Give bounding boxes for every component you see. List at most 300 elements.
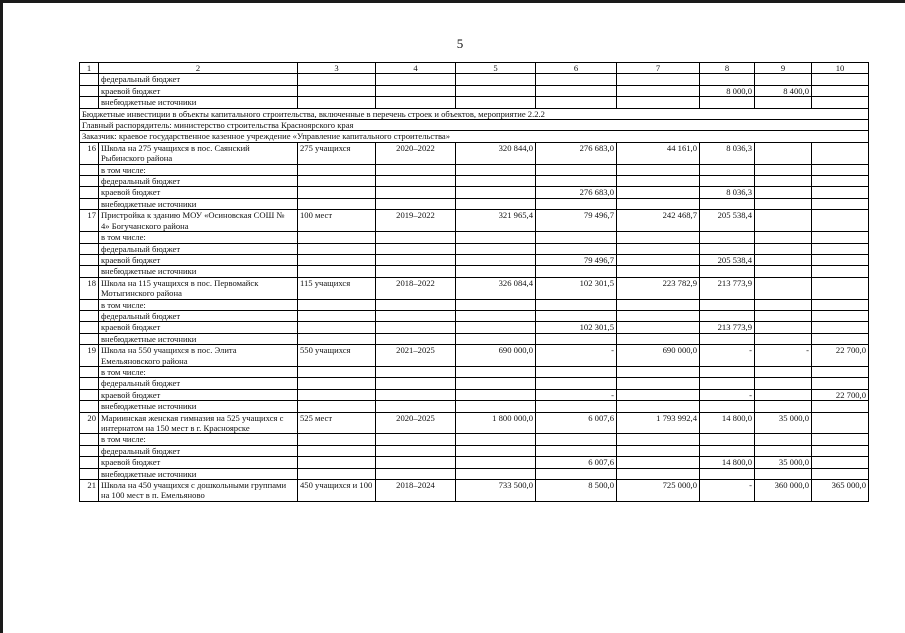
section-row [80,120,869,131]
table-cell [80,164,99,175]
table-cell [617,389,700,400]
table-cell [617,266,700,277]
table-cell [700,299,755,310]
table-cell: в том числе: [99,232,298,243]
table-cell: 35 000,0 [755,412,812,434]
table-cell [298,310,376,321]
table-cell [376,401,456,412]
table-cell [456,445,536,456]
table-cell [298,164,376,175]
table-row [80,210,869,232]
table-cell [812,412,869,434]
column-header: 9 [755,63,812,74]
table-cell: - [700,389,755,400]
table-cell [456,389,536,400]
table-cell [617,254,700,265]
column-header: 8 [700,63,755,74]
section-text: Главный распорядитель: министерство строительства Красноярского края [80,120,869,131]
table-cell: федеральный бюджет [99,243,298,254]
table-cell [298,254,376,265]
table-cell [456,333,536,344]
table-cell: Школа на 450 учащихся с дошкольными группами на 100 мест в п. Емельяново [99,480,298,502]
table-cell [617,299,700,310]
table-cell: 21 [80,480,99,502]
table-cell: 733 500,0 [456,480,536,502]
table-cell [80,445,99,456]
table-cell [376,85,456,96]
table-cell [536,74,617,85]
table-cell [812,445,869,456]
table-cell [755,176,812,187]
table-cell [536,198,617,209]
table-cell: 8 000,0 [700,85,755,96]
table-cell [700,97,755,108]
table-cell: Школа на 115 учащихся в пос. Первомайск Мотыгинского района [99,277,298,299]
table-cell: в том числе: [99,366,298,377]
table-cell [376,176,456,187]
table-cell [700,366,755,377]
table-cell [755,322,812,333]
table-cell [456,310,536,321]
table-cell [536,232,617,243]
table-cell: краевой бюджет [99,254,298,265]
table-cell: 1 793 992,4 [617,412,700,434]
table-cell: внебюджетные источники [99,333,298,344]
table-cell [755,445,812,456]
table-cell [456,299,536,310]
table-cell [700,434,755,445]
table-cell [812,299,869,310]
table-cell: Школа на 275 учащихся в пос. Саянский Рыбинского района [99,142,298,164]
table-row [80,333,869,344]
table-cell: 450 учащихся и 100 [298,480,376,502]
table-cell: 275 учащихся [298,142,376,164]
table-cell: - [700,480,755,502]
scan-border-top [0,0,905,3]
table-cell [700,232,755,243]
table-cell [617,232,700,243]
table-row [80,266,869,277]
table-cell [376,310,456,321]
table-cell: 321 965,4 [456,210,536,232]
table-cell [536,468,617,479]
table-row [80,322,869,333]
column-header: 3 [298,63,376,74]
table-cell [298,457,376,468]
table-cell [456,85,536,96]
table-cell: - [536,345,617,367]
table-cell [298,322,376,333]
table-cell [812,210,869,232]
table-cell [456,164,536,175]
table-cell: 20 [80,412,99,434]
table-cell: 276 683,0 [536,187,617,198]
table-cell [755,299,812,310]
table-cell [456,378,536,389]
table-cell [812,401,869,412]
table-cell [376,164,456,175]
table-cell [298,243,376,254]
table-cell: 690 000,0 [456,345,536,367]
table-cell [376,389,456,400]
table-cell: 213 773,9 [700,322,755,333]
table-cell [755,210,812,232]
table-row [80,198,869,209]
table-cell [812,333,869,344]
table-cell [617,97,700,108]
table-cell: 14 800,0 [700,412,755,434]
table-cell [617,445,700,456]
table-cell [755,366,812,377]
table-cell [700,310,755,321]
table-cell [80,333,99,344]
table-cell: 100 мест [298,210,376,232]
table-cell [298,378,376,389]
table-cell [376,457,456,468]
table-cell [298,266,376,277]
table-cell [617,468,700,479]
table-cell: 320 844,0 [456,142,536,164]
table-cell [80,310,99,321]
table-cell [376,333,456,344]
table-cell: 2018–2022 [376,277,456,299]
table-cell [812,310,869,321]
column-header: 4 [376,63,456,74]
table-cell: 6 007,6 [536,412,617,434]
table-cell: 19 [80,345,99,367]
table-cell [80,187,99,198]
table-cell [456,254,536,265]
table-row [80,97,869,108]
table-cell [298,401,376,412]
table-cell [617,322,700,333]
table-cell [617,85,700,96]
table-cell [755,277,812,299]
table-cell [617,176,700,187]
table-cell: 8 036,3 [700,187,755,198]
table-cell [536,310,617,321]
table-row [80,401,869,412]
table-cell [298,74,376,85]
table-row [80,457,869,468]
table-cell [456,74,536,85]
table-cell [80,243,99,254]
table-cell [80,232,99,243]
table-cell: 205 538,4 [700,254,755,265]
table-cell [755,266,812,277]
table-cell [617,310,700,321]
table-cell [700,445,755,456]
table-cell [812,232,869,243]
table-cell [617,366,700,377]
table-cell [80,85,99,96]
table-cell [456,97,536,108]
table-cell [755,232,812,243]
table-cell [536,366,617,377]
table-cell [298,468,376,479]
table-cell [80,434,99,445]
table-cell [376,266,456,277]
table-cell [812,164,869,175]
table-cell: 79 496,7 [536,254,617,265]
table-cell [617,74,700,85]
table-cell [700,333,755,344]
table-cell [80,97,99,108]
table-cell [456,243,536,254]
table-cell: 6 007,6 [536,457,617,468]
table-row [80,232,869,243]
table-cell [298,97,376,108]
table-cell [812,378,869,389]
table-cell [376,378,456,389]
table-row [80,142,869,164]
table-row [80,74,869,85]
table-cell [700,468,755,479]
table-cell [755,142,812,164]
table-cell [700,378,755,389]
table-cell [700,74,755,85]
table-row [80,468,869,479]
table-cell: 205 538,4 [700,210,755,232]
table-cell [80,366,99,377]
table-cell [298,85,376,96]
table-cell: федеральный бюджет [99,445,298,456]
table-cell [536,378,617,389]
table-cell [298,389,376,400]
table-cell: 17 [80,210,99,232]
table-cell [755,389,812,400]
table-cell: Школа на 550 учащихся в пос. Элита Емельяновского района [99,345,298,367]
table-cell [536,434,617,445]
table-cell [617,164,700,175]
table-cell [812,74,869,85]
table-cell [80,389,99,400]
table-cell: Пристройка к зданию МОУ «Осиновская СОШ № 4» Богучанского района [99,210,298,232]
table-cell: 14 800,0 [700,457,755,468]
table-cell [536,85,617,96]
table-cell [456,266,536,277]
table-cell [755,74,812,85]
table-cell [376,74,456,85]
table-cell [456,468,536,479]
table-cell: 2018–2024 [376,480,456,502]
table-cell [812,97,869,108]
table-cell [456,232,536,243]
table-cell: 79 496,7 [536,210,617,232]
table-cell: федеральный бюджет [99,176,298,187]
table-cell [80,468,99,479]
table-cell: 242 468,7 [617,210,700,232]
section-row [80,131,869,142]
table-cell: внебюджетные источники [99,401,298,412]
table-cell: 2019–2022 [376,210,456,232]
page-number: 5 [456,36,464,51]
table-cell: 360 000,0 [755,480,812,502]
table-row [80,345,869,367]
table-cell [812,468,869,479]
table-cell [376,468,456,479]
table-cell [80,401,99,412]
table-cell [617,333,700,344]
table-cell: внебюджетные источники [99,97,298,108]
table-cell [812,187,869,198]
table-cell: внебюджетные источники [99,266,298,277]
table-cell [755,333,812,344]
table-cell: 725 000,0 [617,480,700,502]
table-row [80,366,869,377]
table-cell [456,457,536,468]
table-cell: 1 800 000,0 [456,412,536,434]
table-cell [700,266,755,277]
table-cell: краевой бюджет [99,322,298,333]
table-cell: 2021–2025 [376,345,456,367]
table-cell [812,85,869,96]
table-cell: - [536,389,617,400]
table-cell: 115 учащихся [298,277,376,299]
table-cell [812,254,869,265]
table-cell [536,266,617,277]
column-header: 5 [456,63,536,74]
table-cell: 213 773,9 [700,277,755,299]
table-cell [298,176,376,187]
table-row [80,176,869,187]
table-cell [812,322,869,333]
table-cell [376,232,456,243]
table-row [80,445,869,456]
table-cell [80,457,99,468]
table-row [80,277,869,299]
table-cell: 102 301,5 [536,322,617,333]
table-row [80,434,869,445]
table-cell [376,198,456,209]
table-cell [80,378,99,389]
table-cell: 8 036,3 [700,142,755,164]
table-cell [456,198,536,209]
table-cell [376,434,456,445]
table-cell [376,97,456,108]
table-cell [755,468,812,479]
table-cell [617,198,700,209]
table-cell: 550 учащихся [298,345,376,367]
column-header: 6 [536,63,617,74]
table-cell: 22 700,0 [812,389,869,400]
table-row [80,412,869,434]
table-cell [812,243,869,254]
table-cell: в том числе: [99,434,298,445]
table-cell [298,434,376,445]
table-cell [755,243,812,254]
table-cell: 365 000,0 [812,480,869,502]
table-row [80,243,869,254]
table-cell [536,401,617,412]
table-cell [80,322,99,333]
table-cell [755,187,812,198]
table-header-row [80,63,869,74]
table-cell [80,299,99,310]
table-cell [80,176,99,187]
table-cell [755,164,812,175]
table-row [80,187,869,198]
table-cell: 16 [80,142,99,164]
table-row [80,378,869,389]
table-cell: федеральный бюджет [99,74,298,85]
table-cell: краевой бюджет [99,85,298,96]
table-cell: 690 000,0 [617,345,700,367]
table-cell: 102 301,5 [536,277,617,299]
table-cell [812,176,869,187]
table-cell: - [700,345,755,367]
table-cell [376,243,456,254]
table-row [80,164,869,175]
table-cell [536,164,617,175]
table-cell [298,333,376,344]
table-cell [617,457,700,468]
table-row [80,85,869,96]
table-cell [755,378,812,389]
table-cell [812,277,869,299]
table-cell: 8 400,0 [755,85,812,96]
table-cell: 525 мест [298,412,376,434]
table-cell: внебюджетные источники [99,468,298,479]
table-cell: 35 000,0 [755,457,812,468]
table-cell [812,457,869,468]
table-cell [617,434,700,445]
table-cell [80,266,99,277]
table-cell [617,243,700,254]
table-cell: краевой бюджет [99,457,298,468]
table-cell [536,299,617,310]
table-cell: - [755,345,812,367]
table-cell: 18 [80,277,99,299]
table-cell: в том числе: [99,164,298,175]
column-header: 7 [617,63,700,74]
table-cell [456,322,536,333]
table-cell [700,164,755,175]
table-cell [536,445,617,456]
table-cell [376,187,456,198]
table-cell [456,366,536,377]
table-cell [812,142,869,164]
table-cell [700,198,755,209]
table-cell [376,445,456,456]
table-row [80,480,869,502]
table-cell: федеральный бюджет [99,378,298,389]
table-cell [700,176,755,187]
column-header: 2 [99,63,298,74]
table-cell: краевой бюджет [99,187,298,198]
table-cell: 44 161,0 [617,142,700,164]
table-cell [617,187,700,198]
table-cell [376,366,456,377]
table-cell [700,243,755,254]
table-cell [617,378,700,389]
section-row [80,108,869,119]
table-row [80,389,869,400]
table-cell [755,401,812,412]
table-row [80,299,869,310]
table-cell [812,266,869,277]
table-cell [755,310,812,321]
table-cell [755,254,812,265]
table-cell: 2020–2022 [376,142,456,164]
table-cell [298,445,376,456]
table-cell [80,254,99,265]
column-header: 1 [80,63,99,74]
table-cell [456,434,536,445]
table-cell [456,187,536,198]
table-cell [812,434,869,445]
section-text: Заказчик: краевое государственное казенное учреждение «Управление капитального строительства» [80,131,869,142]
